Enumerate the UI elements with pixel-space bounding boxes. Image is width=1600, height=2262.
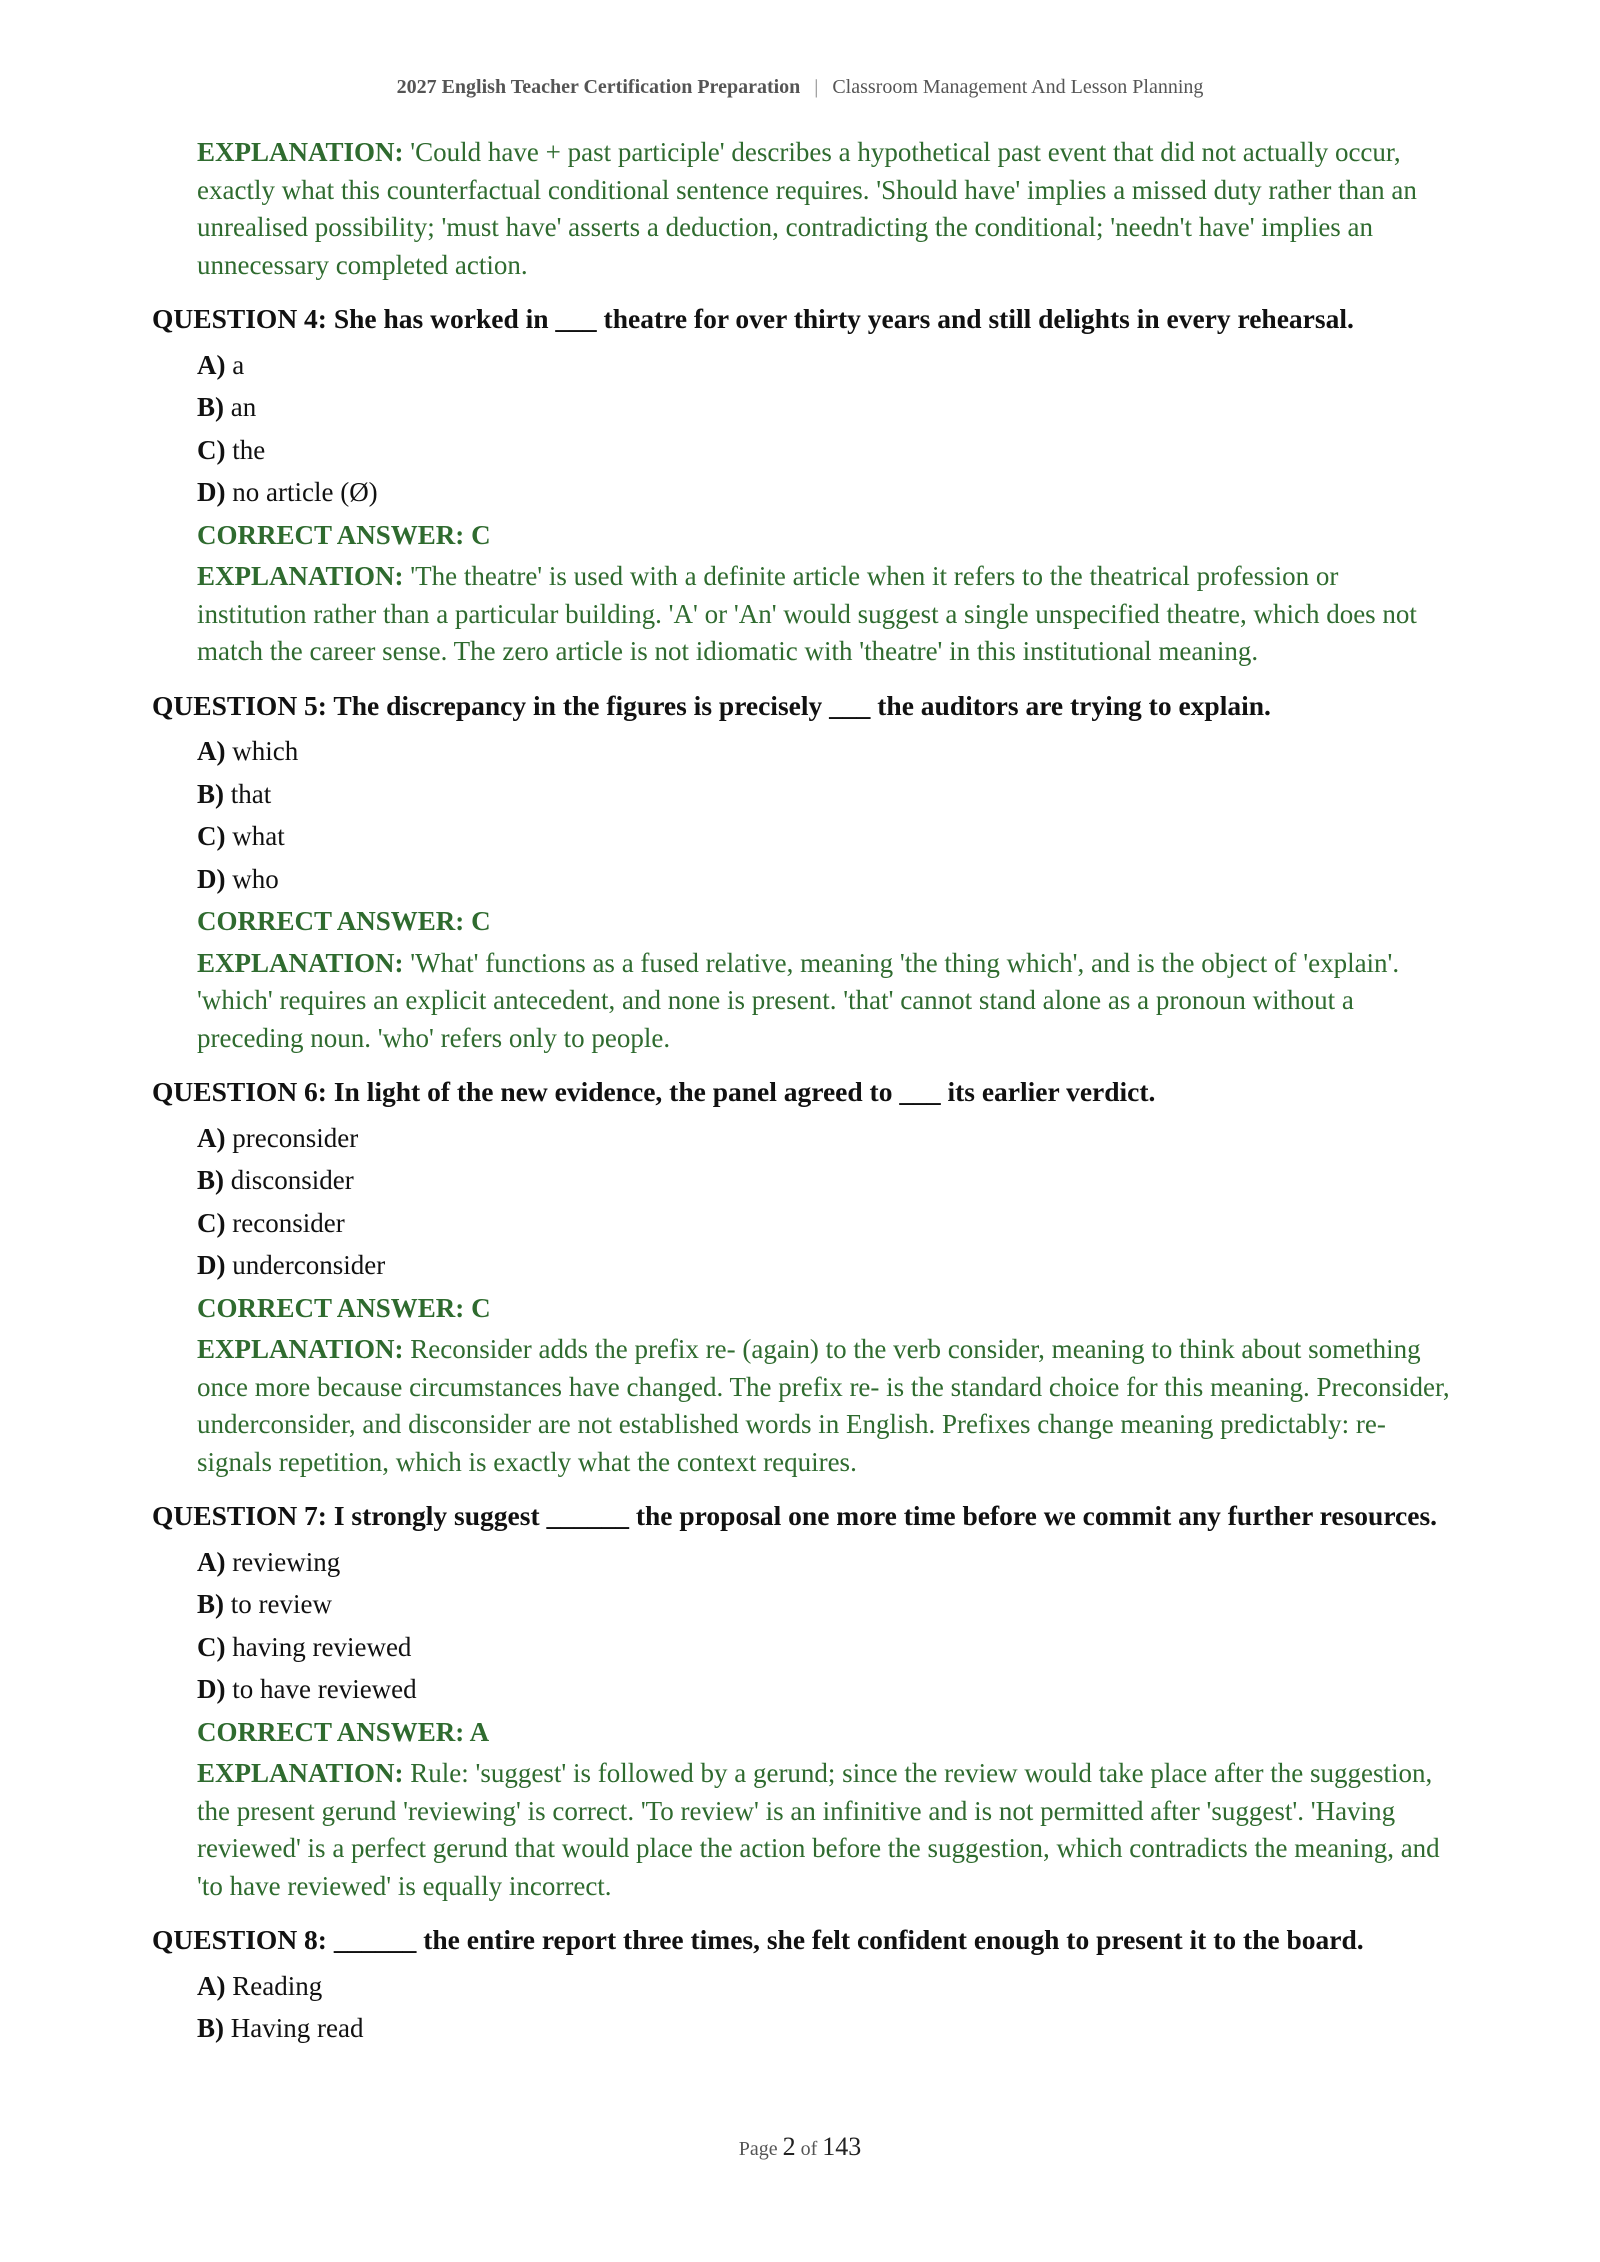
question-label: QUESTION 5: (152, 689, 327, 721)
correct-answer-value: C (471, 906, 491, 936)
question-text: In light of the new evidence, the panel agreed to ___ its earlier verdict. (333, 1076, 1156, 1107)
explanation-label: EXPLANATION: (197, 1334, 404, 1364)
option-letter: B) (197, 2013, 224, 2043)
header-subtitle: Classroom Management And Lesson Planning (832, 76, 1204, 98)
option-d (197, 471, 1452, 514)
explanation-label: EXPLANATION: (197, 1758, 404, 1788)
option-letter: D) (197, 1250, 226, 1280)
explanation-label: EXPLANATION: (197, 947, 404, 978)
option-b (197, 1583, 1452, 1626)
option-b (197, 1159, 1452, 1202)
option-text: Reading (232, 1970, 323, 2001)
option-b (197, 773, 1452, 816)
question-text: The discrepancy in the figures is precisely ___ the auditors are trying to explain. (333, 689, 1271, 721)
question-8 (152, 1921, 1452, 1959)
option-text: disconsider (230, 1165, 354, 1195)
correct-answer-value: A (469, 1716, 490, 1747)
option-letter: D) (197, 863, 226, 894)
option-a (197, 730, 1452, 773)
option-letter: B) (197, 1589, 224, 1619)
option-text: the (232, 434, 266, 465)
option-text: which (232, 736, 299, 766)
options-list (197, 1117, 1452, 1287)
options-list (197, 1541, 1452, 1711)
option-c (197, 1626, 1452, 1669)
option-letter: C) (197, 1207, 226, 1238)
option-text: a (232, 349, 245, 380)
total-pages: 143 (822, 2132, 862, 2161)
question-text: ______ the entire report three times, she felt confident enough to present it to the board. (333, 1924, 1364, 1955)
options-list (197, 1965, 1452, 2050)
question-block-6 (152, 1073, 1452, 1481)
question-label: QUESTION 8: (152, 1924, 327, 1955)
explanation (197, 558, 1452, 671)
header-title: 2027 English Teacher Certification Preparation (396, 76, 801, 98)
option-text: to have reviewed (232, 1674, 417, 1704)
option-letter: A) (197, 349, 226, 380)
explanation (197, 1331, 1452, 1481)
correct-answer-label: CORRECT ANSWER: (197, 1716, 465, 1747)
option-b (197, 386, 1452, 429)
explanation-q3 (197, 134, 1452, 284)
page-content (152, 134, 1452, 2050)
option-a (197, 344, 1452, 387)
option-b (197, 2007, 1452, 2050)
question-block-4 (152, 300, 1452, 671)
option-c (197, 1202, 1452, 1245)
option-a (197, 1965, 1452, 2008)
explanation-text: 'Could have + past participle' describes a hypothetical past event that did not actually occur, exactly what this counterfactual conditional sentence requires. 'Should have' implies a missed duty rather than an unrealised possibility; 'must have' asserts a deduction, contradicting the conditional; 'needn't have' implies an unnecessary completed action. (197, 137, 1417, 280)
option-letter: C) (197, 821, 226, 851)
question-block-7 (152, 1497, 1452, 1905)
option-text: having reviewed (232, 1631, 412, 1662)
option-d (197, 1668, 1452, 1711)
question-block-8 (152, 1921, 1452, 2050)
correct-answer (197, 514, 1452, 557)
options-list (197, 344, 1452, 514)
option-c (197, 815, 1452, 858)
question-text: She has worked in ___ theatre for over thirty years and still delights in every rehearsal. (333, 303, 1354, 334)
option-d (197, 1244, 1452, 1287)
option-text: an (230, 392, 257, 422)
correct-answer-value: C (471, 1292, 491, 1323)
option-text: underconsider (232, 1250, 386, 1280)
question-4 (152, 300, 1452, 338)
page-number: 2 (782, 2132, 796, 2161)
question-6 (152, 1073, 1452, 1111)
option-letter: D) (197, 477, 226, 507)
explanation (197, 945, 1452, 1058)
option-letter: C) (197, 1631, 226, 1662)
options-list (197, 730, 1452, 900)
correct-answer (197, 1711, 1452, 1754)
question-text: I strongly suggest ______ the proposal one more time before we commit any further resources. (333, 1500, 1438, 1531)
option-letter: A) (197, 1122, 226, 1153)
correct-answer (197, 1287, 1452, 1330)
correct-answer-value: C (471, 519, 491, 550)
option-text: no article (Ø) (232, 477, 378, 507)
option-letter: C) (197, 434, 226, 465)
explanation (197, 1755, 1452, 1905)
explanation-label: EXPLANATION: (197, 561, 404, 591)
question-label: QUESTION 7: (152, 1500, 327, 1531)
correct-answer (197, 900, 1452, 943)
question-label: QUESTION 4: (152, 303, 327, 334)
option-letter: B) (197, 1165, 224, 1195)
explanation-text: 'The theatre' is used with a definite article when it refers to the theatrical profession or institution rather than a particular building. 'A' or 'An' would suggest a single unspecified theatre, which does not match the career sense. The zero article is not idiomatic with 'theatre' in this institutional meaning. (197, 561, 1417, 666)
option-text: preconsider (232, 1122, 359, 1153)
option-text: reviewing (232, 1546, 341, 1577)
option-letter: B) (197, 392, 224, 422)
option-letter: B) (197, 778, 224, 809)
correct-answer-label: CORRECT ANSWER: (197, 1292, 465, 1323)
explanation-text: 'What' functions as a fused relative, meaning 'the thing which', and is the object of 'explain'. 'which' requires an explicit antecedent, and none is present. 'that' cannot stand alone as a pronoun without a preceding noun. 'who' refers only to people. (197, 947, 1400, 1053)
option-a (197, 1117, 1452, 1160)
option-letter: D) (197, 1674, 226, 1704)
option-letter: A) (197, 1546, 226, 1577)
option-text: Having read (230, 2013, 364, 2043)
correct-answer-label: CORRECT ANSWER: (197, 906, 465, 936)
explanation-label: EXPLANATION: (197, 137, 404, 167)
page-footer (0, 2132, 1600, 2162)
option-a (197, 1541, 1452, 1584)
option-text: to review (230, 1589, 332, 1619)
option-letter: A) (197, 1970, 226, 2001)
running-header (0, 76, 1600, 99)
question-block-5 (152, 687, 1452, 1058)
correct-answer-label: CORRECT ANSWER: (197, 519, 465, 550)
explanation-text: Reconsider adds the prefix re- (again) to the verb consider, meaning to think about something once more because circumstances have changed. The prefix re- is the standard choice for this meaning. Preconsider, underconsider, and disconsider are not established words in English. Prefixes change meaning predictably: re- signals repetition, which is exactly what the context requires. (197, 1334, 1450, 1477)
option-d (197, 858, 1452, 901)
option-letter: A) (197, 736, 226, 766)
question-5 (152, 687, 1452, 725)
of-word: of (800, 2138, 818, 2160)
option-text: what (232, 821, 285, 851)
option-text: that (230, 778, 272, 809)
header-separator: | (814, 76, 819, 98)
page-word: Page (738, 2138, 778, 2160)
option-c (197, 429, 1452, 472)
question-label: QUESTION 6: (152, 1076, 327, 1107)
option-text: who (232, 863, 279, 894)
option-text: reconsider (232, 1207, 345, 1238)
explanation-text: Rule: 'suggest' is followed by a gerund; since the review would take place after the suggestion, the present gerund 'reviewing' is correct. 'To review' is an infinitive and is not permitted after 'suggest'. 'Having reviewed' is a perfect gerund that would place the action before the suggestion, which contradicts the meaning, and 'to have reviewed' is equally incorrect. (197, 1758, 1440, 1901)
question-7 (152, 1497, 1452, 1535)
